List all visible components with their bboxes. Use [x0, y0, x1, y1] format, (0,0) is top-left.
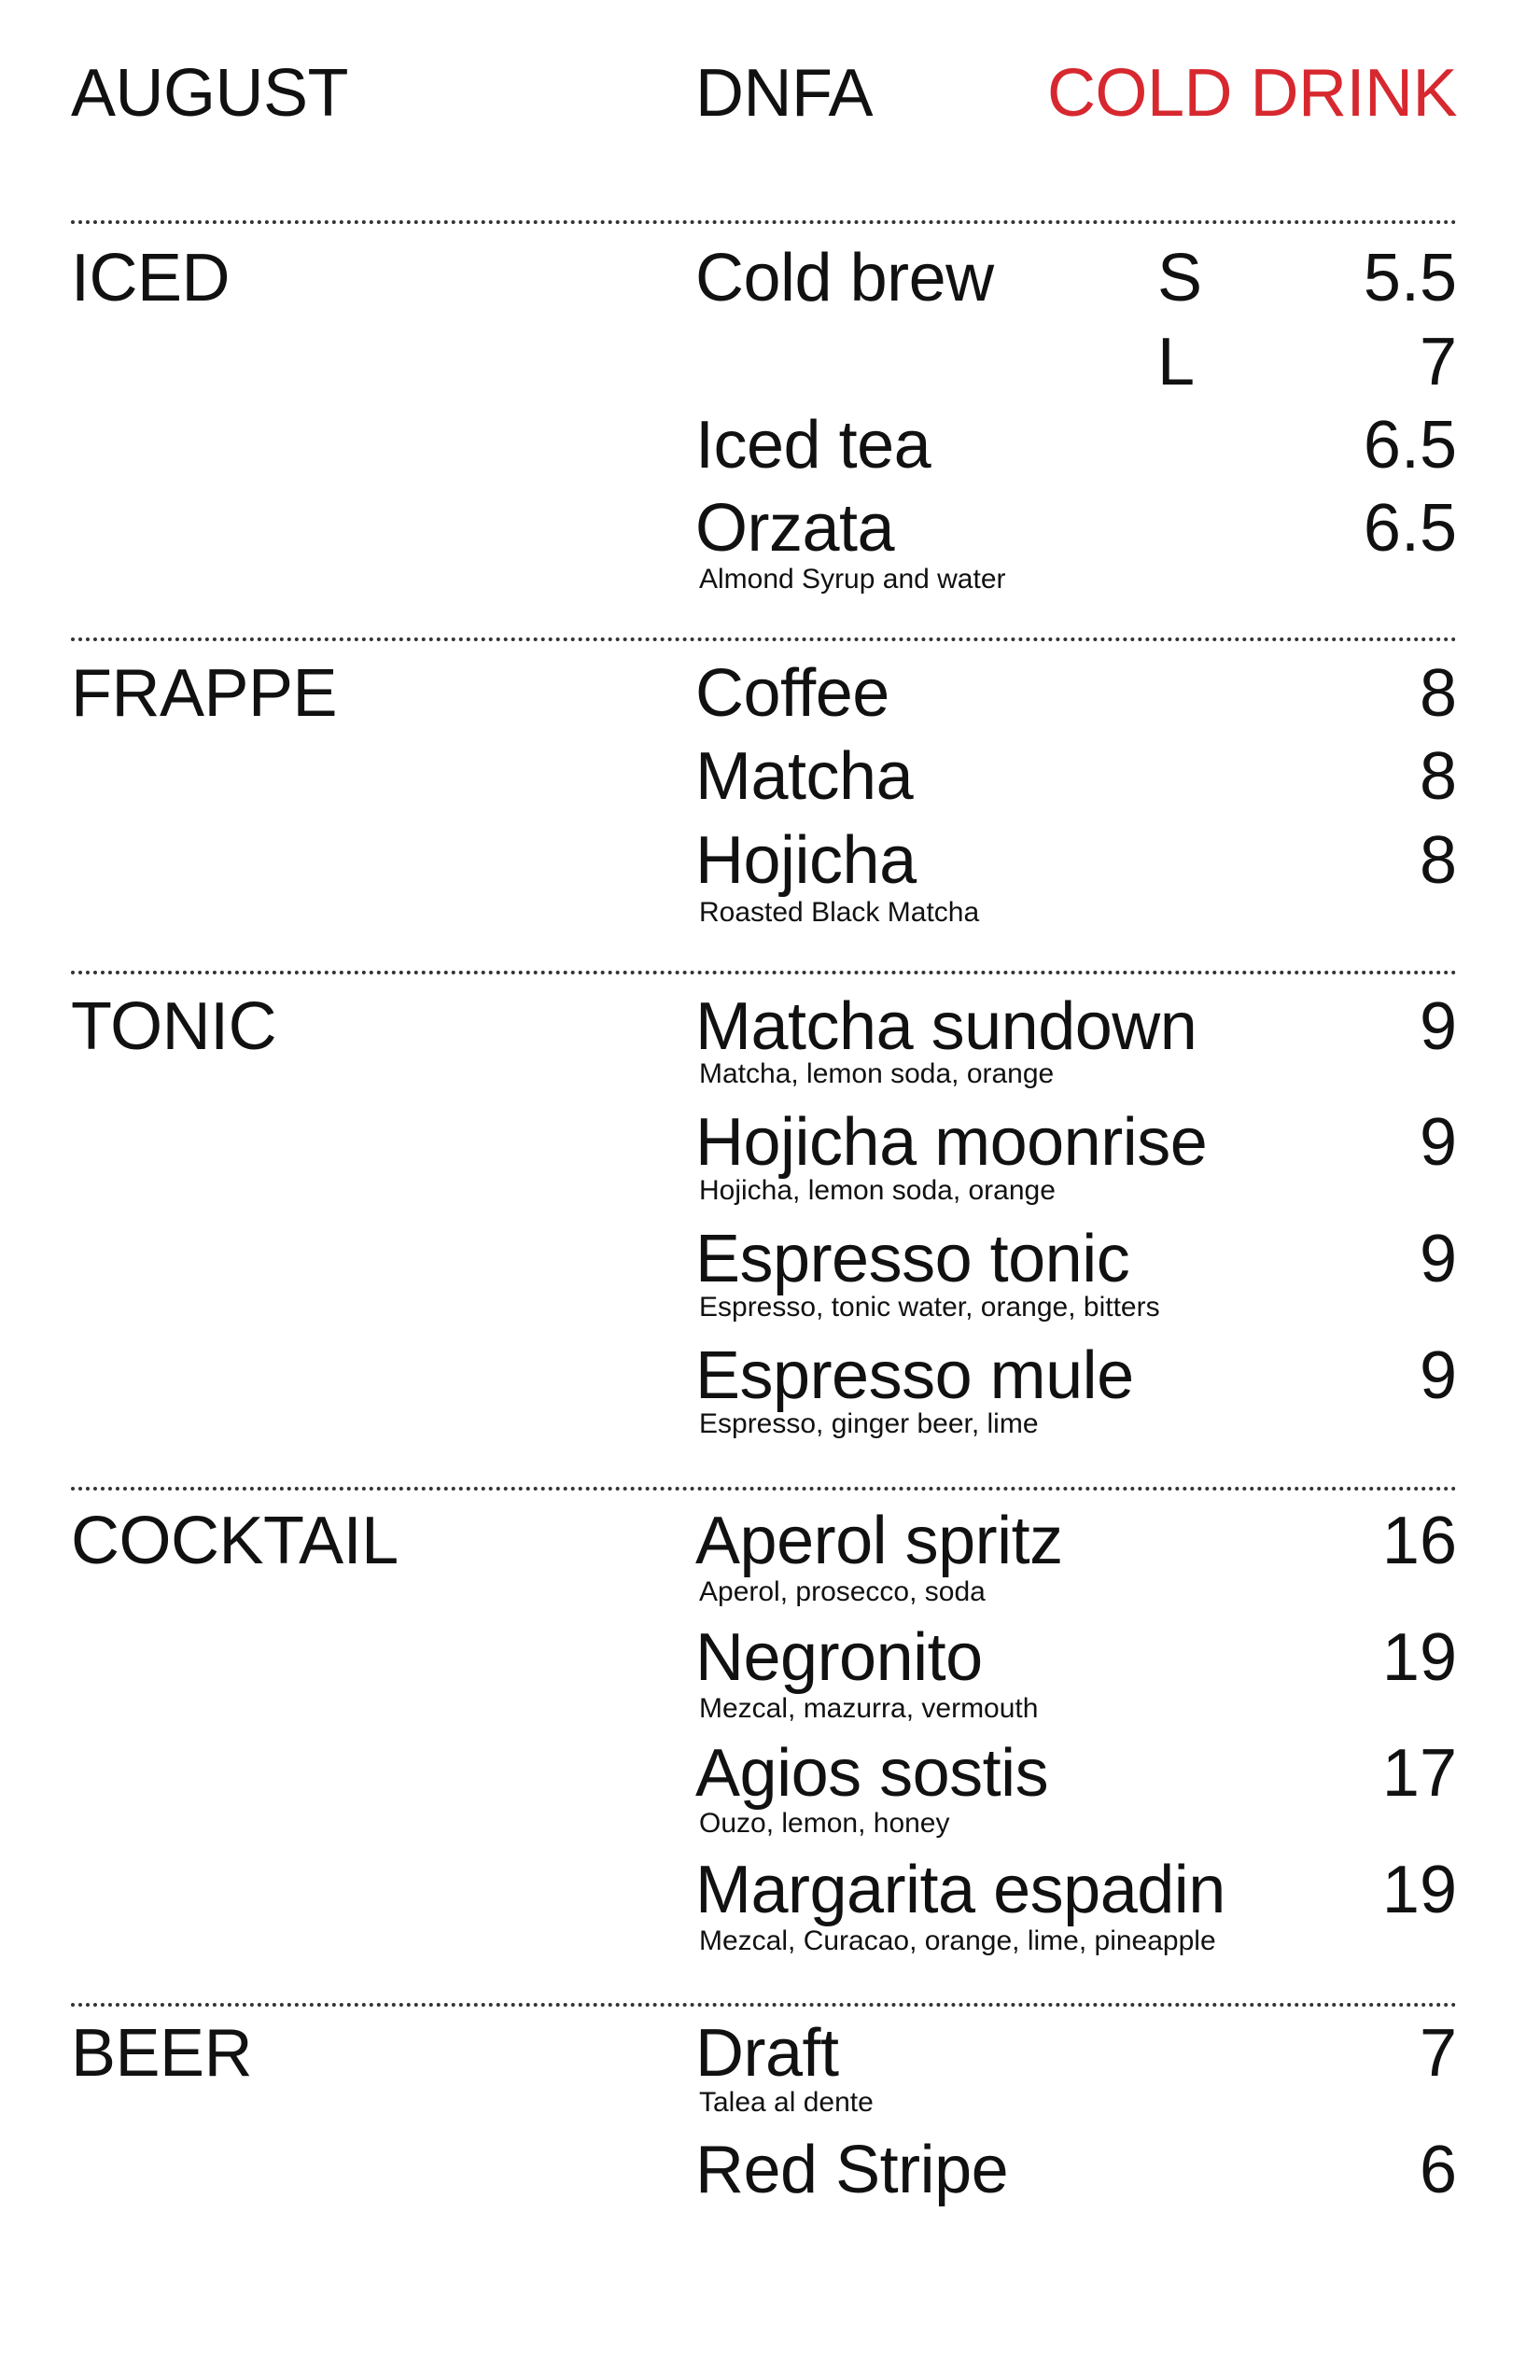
menu-item-name: Red Stripe: [695, 2133, 1009, 2207]
menu-item-price: 9: [1419, 1338, 1457, 1413]
menu-item-name: Aperol spritz: [695, 1504, 1063, 1578]
menu-item-name: Matcha sundown: [695, 989, 1197, 1064]
category-tonic: TONIC: [71, 989, 277, 1064]
menu-item-price: 9: [1419, 989, 1457, 1064]
menu-item-name: Agios sostis: [695, 1736, 1049, 1811]
menu-item-price: 8: [1419, 823, 1457, 898]
menu-item-price: 6.5: [1363, 491, 1457, 566]
menu-item-price: 6: [1419, 2133, 1457, 2207]
menu-item-description: Aperol, prosecco, soda: [699, 1576, 986, 1607]
size-label-small: S: [1157, 241, 1203, 315]
menu-item-description: Mezcal, Curacao, orange, lime, pineapple: [699, 1925, 1216, 1956]
menu-item-price: 16: [1381, 1504, 1457, 1578]
menu-item-description: Espresso, ginger beer, lime: [699, 1408, 1039, 1439]
menu-item-name: Iced tea: [695, 408, 931, 483]
category-iced: ICED: [71, 241, 231, 315]
section-divider: [71, 971, 1457, 974]
menu-item-price: 8: [1419, 656, 1457, 731]
menu-item-name: Cold brew: [695, 241, 994, 315]
header-brand: DNFA: [695, 56, 874, 131]
menu-item-description: Almond Syrup and water: [699, 564, 1006, 595]
menu-item-name: Coffee: [695, 656, 889, 731]
section-divider: [71, 2003, 1457, 2007]
menu-item-price: 19: [1381, 1853, 1457, 1927]
menu-item-description: Talea al dente: [699, 2087, 874, 2118]
menu-item-name: Negronito: [695, 1620, 983, 1695]
menu-item-description: Ouzo, lemon, honey: [699, 1808, 950, 1839]
category-cocktail: COCKTAIL: [71, 1504, 399, 1578]
menu-item-price: 6.5: [1363, 408, 1457, 483]
menu-item-name: Hojicha: [695, 823, 917, 898]
menu-item-price: 9: [1419, 1105, 1457, 1180]
menu-item-price: 7: [1419, 2016, 1457, 2091]
menu-item-name: Espresso tonic: [695, 1222, 1130, 1296]
menu-item-price: 9: [1419, 1222, 1457, 1296]
header-month: AUGUST: [71, 56, 349, 131]
menu-item-name: Matcha: [695, 739, 914, 814]
category-beer: BEER: [71, 2016, 253, 2091]
menu-item-name: Orzata: [695, 491, 895, 566]
menu-item-name: Draft: [695, 2016, 839, 2091]
menu-item-description: Matcha, lemon soda, orange: [699, 1058, 1055, 1089]
size-label-large: L: [1157, 325, 1196, 399]
menu-item-name: Hojicha moonrise: [695, 1105, 1208, 1180]
menu-item-description: Mezcal, mazurra, vermouth: [699, 1693, 1039, 1724]
menu-item-price: 7: [1419, 325, 1457, 399]
menu-item-price: 17: [1381, 1736, 1457, 1811]
header-menu-title: COLD DRINK: [1046, 56, 1457, 131]
menu-item-price: 8: [1419, 739, 1457, 814]
menu-item-description: Espresso, tonic water, orange, bitters: [699, 1292, 1160, 1323]
menu-item-name: Margarita espadin: [695, 1853, 1225, 1927]
menu-item-description: Hojicha, lemon soda, orange: [699, 1175, 1056, 1206]
menu-item-name: Espresso mule: [695, 1338, 1134, 1413]
menu-item-price: 19: [1381, 1620, 1457, 1695]
category-frappe: FRAPPE: [71, 656, 338, 731]
section-divider: [71, 220, 1457, 224]
section-divider: [71, 637, 1457, 641]
section-divider: [71, 1487, 1457, 1491]
menu-item-description: Roasted Black Matcha: [699, 897, 980, 928]
menu-item-price: 5.5: [1363, 241, 1457, 315]
